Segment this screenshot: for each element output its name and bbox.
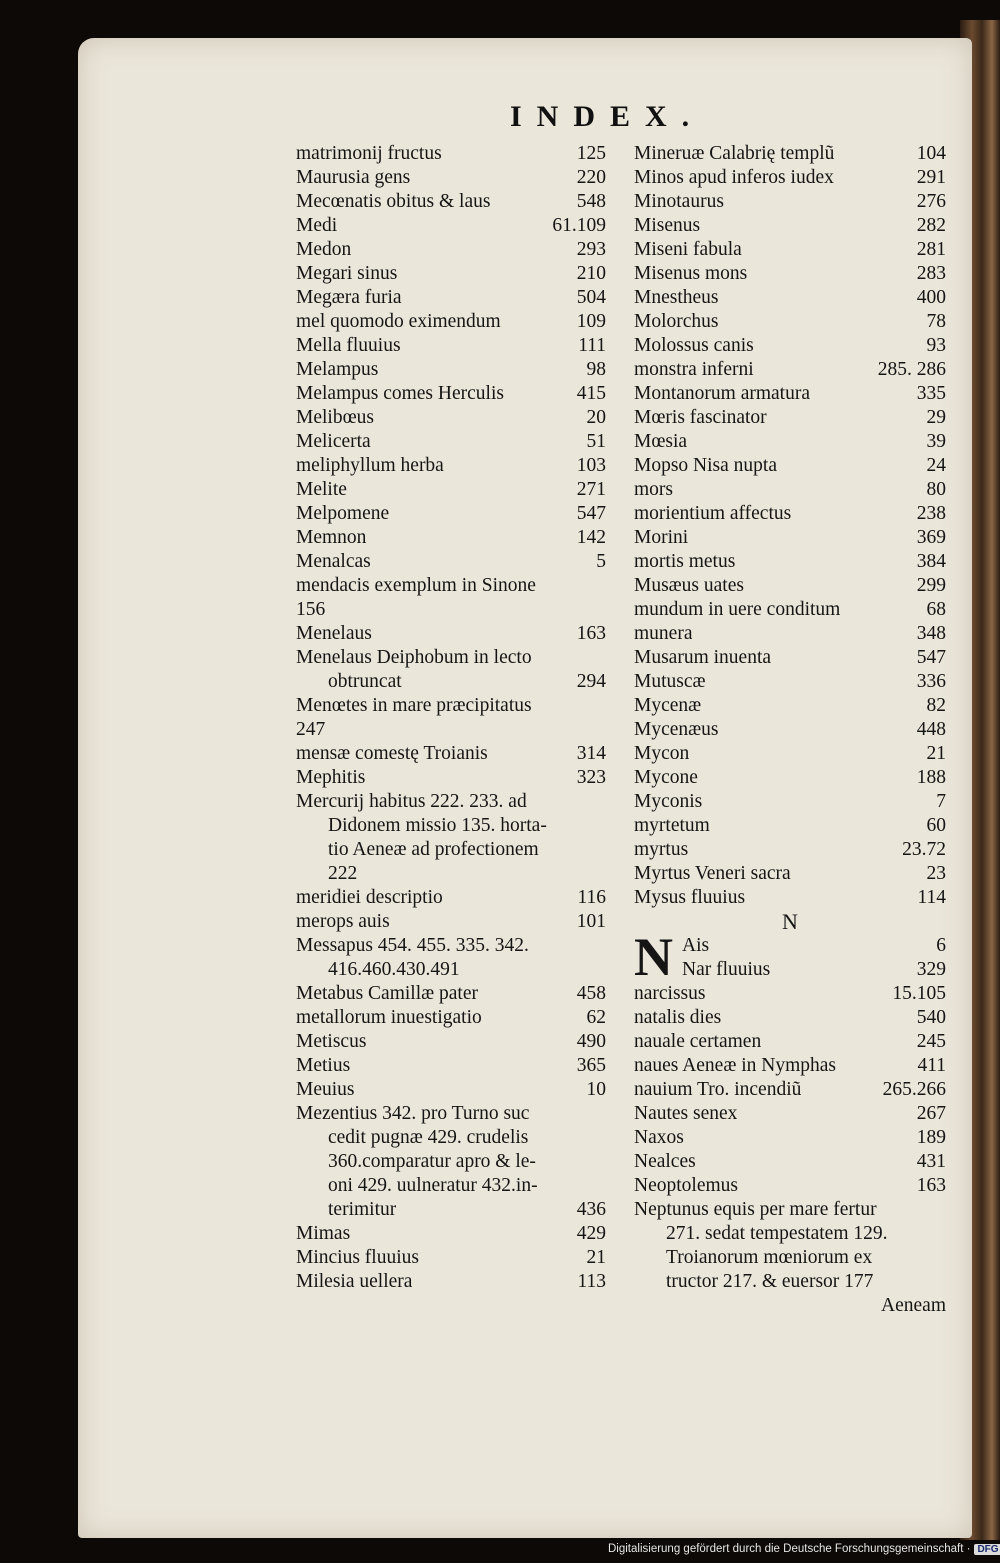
entry-continuation: tio Aeneæ ad profectionem [328, 839, 539, 860]
page-reference: 540 [916, 1007, 946, 1028]
digitization-credit [608, 1543, 999, 1559]
page-reference: 299 [916, 575, 946, 596]
entry-list-left-3 [296, 886, 606, 934]
index-column-left [296, 142, 606, 1294]
page-reference: 62 [586, 1007, 606, 1028]
page-reference: 548 [576, 191, 606, 212]
entry-heading: Mecœnatis obitus & laus [296, 191, 491, 212]
index-entry [634, 1078, 946, 1102]
index-entry [296, 190, 606, 214]
entry-heading: Melpomene [296, 503, 390, 524]
page-reference: 547 [916, 647, 946, 668]
entry-heading: matrimonij fructus [296, 143, 442, 164]
index-entry-mendacis: mendacis exemplum in Sinone [296, 575, 536, 596]
index-entry [634, 742, 946, 766]
entry-heading: Ais [682, 935, 710, 956]
entry-heading: Mella fluuius [296, 335, 401, 356]
index-entry [296, 502, 606, 526]
page-reference: 323 [576, 767, 606, 788]
entry-continuation: 416.460.430.491 [328, 959, 460, 980]
page-reference: 101 [576, 911, 606, 932]
entry-heading: Metius [296, 1055, 351, 1076]
entry-heading: narcissus [634, 983, 706, 1004]
entry-list-left-4 [296, 982, 606, 1102]
entry-heading: Mineruæ Calabrię templũ [634, 143, 835, 164]
entry-heading: Mimas [296, 1223, 351, 1244]
page-reference: 384 [916, 551, 946, 572]
page-reference: 7 [936, 791, 946, 812]
index-entry [296, 286, 606, 310]
section-letter-n: N [782, 909, 798, 934]
entry-list-right-1 [634, 142, 946, 910]
index-entry [634, 406, 946, 430]
entry-heading: Mopso Nisa nupta [634, 455, 777, 476]
index-entry [296, 550, 606, 574]
page-reference: 365 [576, 1055, 606, 1076]
page-reference: 293 [576, 239, 606, 260]
entry-heading: Megæra furia [296, 287, 402, 308]
index-entry [634, 622, 946, 646]
index-entry [634, 502, 946, 526]
index-entry [296, 1078, 606, 1102]
page-reference: 111 [578, 335, 606, 356]
entry-heading: mors [634, 479, 673, 500]
index-entry [296, 262, 606, 286]
entry-heading: Minotaurus [634, 191, 724, 212]
entry-heading: meliphyllum herba [296, 455, 444, 476]
entry-heading: mundum in uere conditum [634, 599, 841, 620]
index-entry [634, 982, 946, 1006]
index-entry [634, 382, 946, 406]
index-entry [634, 286, 946, 310]
entry-heading: Maurusia gens [296, 167, 411, 188]
page-reference: 431 [916, 1151, 946, 1172]
entry-heading: Metiscus [296, 1031, 367, 1052]
page-reference: 276 [916, 191, 946, 212]
page-reference: 369 [916, 527, 946, 548]
page-reference: 238 [916, 503, 946, 524]
page-reference: 547 [576, 503, 606, 524]
index-entry-mezentius: Mezentius 342. pro Turno suc [296, 1103, 530, 1124]
page-reference: 188 [916, 767, 946, 788]
index-entry [296, 1270, 606, 1294]
index-entry [296, 454, 606, 478]
entry-heading: Medi [296, 215, 338, 236]
page-reference: 490 [576, 1031, 606, 1052]
index-entry [296, 1030, 606, 1054]
page-reference: 60 [926, 815, 946, 836]
index-entry [634, 1102, 946, 1126]
index-entry [296, 406, 606, 430]
entry-continuation: Didonem missio 135. horta- [328, 815, 547, 836]
entry-heading: Neoptolemus [634, 1175, 738, 1196]
page-reference: 61.109 [552, 215, 606, 236]
index-entry [296, 622, 606, 646]
entry-heading: terimitur [328, 1199, 397, 1220]
page-reference: 271 [576, 479, 606, 500]
entry-heading: Medon [296, 239, 352, 260]
page-reference: 29 [926, 407, 946, 428]
entry-heading: Mincius fluuius [296, 1247, 419, 1268]
index-column-right [634, 142, 946, 1318]
entry-list-left-5 [296, 1222, 606, 1294]
entry-continuation: 271. sedat tempestatem 129. [666, 1223, 888, 1244]
index-entry [634, 886, 946, 910]
entry-heading: Nar fluuius [682, 959, 771, 980]
entry-heading: Mycon [634, 743, 690, 764]
page-reference: 504 [576, 287, 606, 308]
index-entry [634, 598, 946, 622]
index-entry [296, 1054, 606, 1078]
index-entry [296, 1222, 606, 1246]
index-entry [634, 1030, 946, 1054]
entry-heading: Melibœus [296, 407, 374, 428]
index-entry [634, 1006, 946, 1030]
entry-continuation: tructor 217. & euersor 177 [666, 1271, 874, 1292]
entry-heading: Myrtus Veneri sacra [634, 863, 791, 884]
index-entry [634, 1150, 946, 1174]
index-entry [634, 430, 946, 454]
index-entry [296, 910, 606, 934]
entry-heading: mensæ comestę Troianis [296, 743, 488, 764]
page-reference: 291 [916, 167, 946, 188]
page-reference: 400 [916, 287, 946, 308]
entry-heading: mel quomodo eximendum [296, 311, 501, 332]
entry-heading: Melicerta [296, 431, 371, 452]
entry-heading: Myconis [634, 791, 703, 812]
page-reference: 189 [916, 1127, 946, 1148]
page-reference: 282 [916, 215, 946, 236]
page-reference: 51 [586, 431, 606, 452]
entry-heading: naues Aeneæ in Nymphas [634, 1055, 837, 1076]
page-reference: 156 [296, 599, 326, 620]
index-entry [634, 358, 946, 382]
index-entry [296, 526, 606, 550]
entry-heading: Mycenæ [634, 695, 702, 716]
entry-heading: Naxos [634, 1127, 684, 1148]
page-reference: 10 [586, 1079, 606, 1100]
index-entry [634, 814, 946, 838]
entry-list-right-n [634, 982, 946, 1198]
index-entry-menelaus-deiphobum: Menelaus Deiphobum in lecto [296, 647, 532, 668]
entry-continuation: oni 429. uulneratur 432.in- [328, 1175, 538, 1196]
index-entry [296, 382, 606, 406]
catchword: Aeneam [881, 1295, 946, 1316]
page-reference: 429 [576, 1223, 606, 1244]
page-reference: 448 [916, 719, 946, 740]
credit-text: Digitalisierung gefördert durch die Deutsche Forschungsgemeinschaft · [608, 1543, 971, 1555]
entry-heading: Musarum inuenta [634, 647, 772, 668]
page-reference: 247 [296, 719, 326, 740]
index-entry [634, 766, 946, 790]
entry-heading: merops auis [296, 911, 390, 932]
entry-heading: Mutuscæ [634, 671, 706, 692]
page-reference: 82 [926, 695, 946, 716]
index-entry [634, 1126, 946, 1150]
entry-heading: Milesia uellera [296, 1271, 413, 1292]
page-reference: 104 [916, 143, 946, 164]
entry-heading: Morini [634, 527, 689, 548]
entry-heading: Molossus canis [634, 335, 754, 356]
page-reference: 21 [926, 743, 946, 764]
entry-heading: Menalcas [296, 551, 371, 572]
entry-heading: Melampus [296, 359, 379, 380]
page-reference: 78 [926, 311, 946, 332]
entry-heading: Meuius [296, 1079, 355, 1100]
index-entry-mercurij: Mercurij habitus 222. 233. ad [296, 791, 527, 812]
page-reference: 265.266 [882, 1079, 946, 1100]
index-entry [634, 334, 946, 358]
page-reference: 23 [926, 863, 946, 884]
index-entry [296, 982, 606, 1006]
entry-heading: Miseni fabula [634, 239, 742, 260]
page-reference: 68 [926, 599, 946, 620]
page-reference: 80 [926, 479, 946, 500]
page-reference: 98 [586, 359, 606, 380]
index-entry [634, 454, 946, 478]
index-entry [634, 718, 946, 742]
index-entry [634, 310, 946, 334]
entry-heading: Mycenæus [634, 719, 719, 740]
index-entry [634, 142, 946, 166]
page-reference: 283 [916, 263, 946, 284]
entry-heading: nauale certamen [634, 1031, 762, 1052]
entry-heading: Mœsia [634, 431, 688, 452]
page-reference: 103 [576, 455, 606, 476]
page-reference: 281 [916, 239, 946, 260]
entry-heading: Megari sinus [296, 263, 398, 284]
running-title: INDEX. [510, 100, 705, 133]
entry-heading: Mycone [634, 767, 698, 788]
index-entry [634, 262, 946, 286]
entry-heading: meridiei descriptio [296, 887, 443, 908]
entry-heading: Mœris fascinator [634, 407, 767, 428]
index-entry-messapus: Messapus 454. 455. 335. 342. [296, 935, 529, 956]
index-entry [296, 166, 606, 190]
entry-heading: Melite [296, 479, 347, 500]
page-reference: 335 [916, 383, 946, 404]
page-reference: 21 [586, 1247, 606, 1268]
index-entry [634, 550, 946, 574]
page-reference: 163 [576, 623, 606, 644]
index-entry [634, 526, 946, 550]
entry-heading: Minos apud inferos iudex [634, 167, 834, 188]
page-reference: 114 [917, 887, 946, 908]
entry-continuation: 222 [328, 863, 358, 884]
index-entry [296, 766, 606, 790]
entry-heading: Montanorum armatura [634, 383, 810, 404]
index-entry [634, 478, 946, 502]
entry-heading: Menelaus [296, 623, 372, 644]
page-reference: 5 [596, 551, 606, 572]
entry-heading: mortis metus [634, 551, 736, 572]
index-entry [634, 838, 946, 862]
entry-heading: myrtus [634, 839, 689, 860]
entry-heading: nauium Tro. incendiũ [634, 1079, 802, 1100]
page-reference: 267 [916, 1103, 946, 1124]
entry-continuation: Troianorum mœniorum ex [666, 1247, 873, 1268]
entry-heading: Misenus [634, 215, 701, 236]
page-reference: 210 [576, 263, 606, 284]
entry-heading: Mnestheus [634, 287, 719, 308]
index-entry [634, 646, 946, 670]
index-entry [634, 574, 946, 598]
index-entry [296, 742, 606, 766]
index-entry [296, 1246, 606, 1270]
entry-heading: Mysus fluuius [634, 887, 746, 908]
index-entry [634, 790, 946, 814]
entry-heading: obtruncat [328, 671, 402, 692]
dfg-logo: DFG [974, 1544, 1000, 1555]
index-entry [634, 190, 946, 214]
entry-heading: munera [634, 623, 693, 644]
entry-heading: monstra inferni [634, 359, 754, 380]
page-reference: 329 [916, 959, 946, 980]
index-entry [634, 862, 946, 886]
page-reference: 314 [576, 743, 606, 764]
entry-heading: Melampus comes Herculis [296, 383, 504, 404]
entry-heading: Memnon [296, 527, 367, 548]
entry-heading: metallorum inuestigatio [296, 1007, 482, 1028]
index-entry [296, 886, 606, 910]
page-reference: 116 [577, 887, 606, 908]
index-entry-nar [634, 958, 946, 982]
page-reference: 125 [576, 143, 606, 164]
page-reference: 142 [576, 527, 606, 548]
page-reference: 458 [576, 983, 606, 1004]
entry-heading: Misenus mons [634, 263, 748, 284]
page-reference: 415 [576, 383, 606, 404]
entry-heading: Metabus Camillæ pater [296, 983, 478, 1004]
entry-list-left-2 [296, 742, 606, 790]
page-reference: 15.105 [892, 983, 946, 1004]
index-entry-continuation [296, 1198, 606, 1222]
index-entry [634, 238, 946, 262]
entry-heading: natalis dies [634, 1007, 722, 1028]
index-entry [634, 670, 946, 694]
page-reference: 220 [576, 167, 606, 188]
index-entry [634, 1174, 946, 1198]
index-entry-neptunus: Neptunus equis per mare fertur [634, 1199, 877, 1220]
entry-heading: morientium affectus [634, 503, 792, 524]
page-reference: 436 [576, 1199, 606, 1220]
index-entry [296, 238, 606, 262]
page-reference: 348 [916, 623, 946, 644]
entry-heading: Mephitis [296, 767, 366, 788]
page-reference: 39 [926, 431, 946, 452]
index-entry [296, 358, 606, 382]
drop-capital: N [634, 927, 673, 987]
page-reference: 23.72 [902, 839, 946, 860]
page-reference: 336 [916, 671, 946, 692]
index-entry [634, 694, 946, 718]
page-reference: 93 [926, 335, 946, 356]
page-reference: 163 [916, 1175, 946, 1196]
page-reference: 411 [917, 1055, 946, 1076]
entry-continuation: 360.comparatur apro & le- [328, 1151, 536, 1172]
index-entry [296, 142, 606, 166]
index-entry-continuation [296, 670, 606, 694]
entry-heading: Musæus uates [634, 575, 744, 596]
page-reference: 294 [576, 671, 606, 692]
page-reference: 24 [926, 455, 946, 476]
entry-heading: myrtetum [634, 815, 710, 836]
page-reference: 6 [936, 935, 946, 956]
index-entry [634, 166, 946, 190]
index-entry [296, 214, 606, 238]
entry-list-left-1 [296, 142, 606, 574]
entry-continuation: cedit pugnæ 429. crudelis [328, 1127, 529, 1148]
page-reference: 109 [576, 311, 606, 332]
index-entry [296, 334, 606, 358]
index-entry [296, 1006, 606, 1030]
page-reference: 113 [577, 1271, 606, 1292]
entry-heading: Molorchus [634, 311, 719, 332]
index-entry [296, 430, 606, 454]
page-reference: 245 [916, 1031, 946, 1052]
entry-heading: Nealces [634, 1151, 696, 1172]
index-entry [296, 478, 606, 502]
index-entry [634, 214, 946, 238]
index-entry [296, 310, 606, 334]
page-reference: 20 [586, 407, 606, 428]
page-reference: 285. 286 [877, 359, 946, 380]
entry-heading: Nautes senex [634, 1103, 738, 1124]
index-entry [634, 1054, 946, 1078]
index-entry-menoetes: Menœtes in mare præcipitatus [296, 695, 532, 716]
